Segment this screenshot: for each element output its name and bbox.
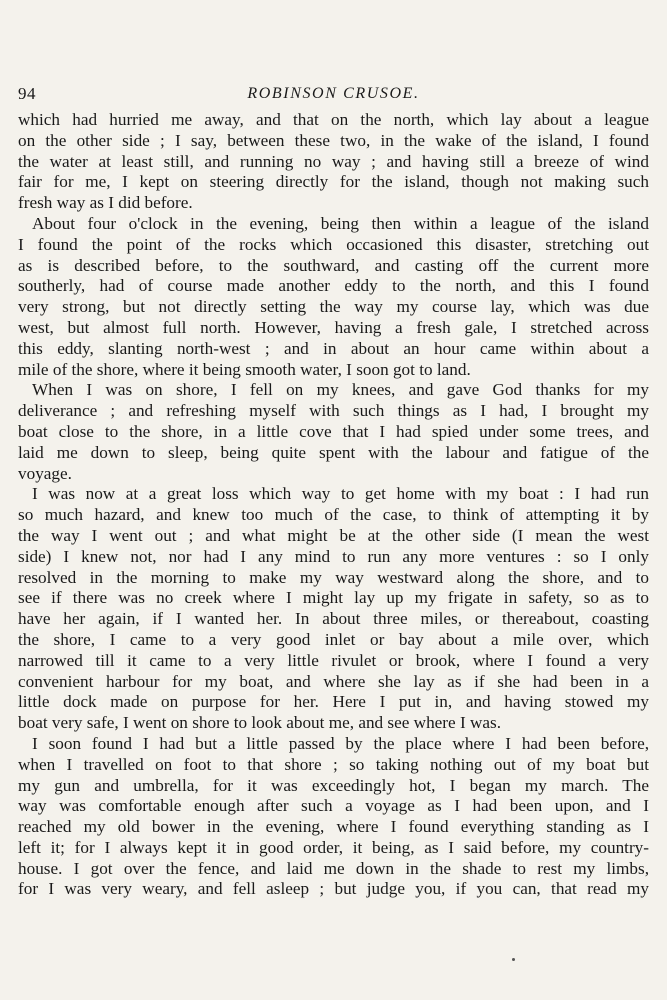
text-line: I soon found I had but a little passed by the place where I had been before, (32, 733, 649, 753)
text-line: When I was on shore, I fell on my knees, and gave God thanks for my (32, 380, 649, 400)
text-line: the way I went out ; and what might be at the other side (I mean the west (18, 525, 649, 545)
book-page (18, 84, 649, 900)
text-line: little dock made on purpose for her. Here I put in, and having stowed my (18, 692, 649, 712)
text-line: on the other side ; I say, between these two, in the wake of the island, I found (18, 130, 649, 150)
text-line: the shore, I came to a very good inlet or bay about a mile over, which (18, 629, 649, 649)
paragraph (18, 214, 649, 380)
text-line: this eddy, slanting north-west ; and in about an hour came within about a (18, 338, 649, 358)
text-line: boat very safe, I went on shore to look about me, and see where I was. (18, 713, 502, 733)
text-line: fresh way as I did before. (18, 193, 193, 213)
text-line: for I was very weary, and fell asleep ; but judge you, if you can, that read my (18, 879, 649, 899)
text-line: deliverance ; and refreshing myself with such things as I had, I brought my (18, 401, 649, 421)
text-line: boat close to the shore, in a little cove that I had spied under some trees, and (18, 421, 649, 441)
text-line: see if there was no creek where I might lay up my frigate in safety, so as to (18, 588, 649, 608)
body-text (18, 110, 649, 900)
text-line: house. I got over the fence, and laid me down in the shade to rest my limbs, (18, 858, 649, 878)
text-line: reached my old bower in the evening, where I found everything standing as I (18, 817, 649, 837)
text-line: which had hurried me away, and that on the north, which lay about a league (18, 110, 649, 129)
paragraph (18, 484, 649, 734)
text-line: have her again, if I wanted her. In about three miles, or thereabout, coasting (18, 609, 649, 629)
text-line: the water at least still, and running no way ; and having still a breeze of wind (18, 151, 649, 171)
text-line: I was now at a great loss which way to get home with my boat : I had run (32, 484, 649, 504)
paragraph (18, 110, 649, 214)
paragraph (18, 380, 649, 484)
text-line: so much hazard, and knew too much of the case, to think of attempting it by (18, 505, 649, 525)
paragraph (18, 734, 649, 900)
text-line: narrowed till it came to a very little rivulet or brook, where I found a very (18, 650, 649, 670)
text-line: laid me down to sleep, being quite spent with the labour and fatigue of the (18, 442, 649, 462)
text-line: as is described before, to the southward, and casting off the current more (18, 255, 649, 275)
text-line: left it; for I always kept it in good order, it being, as I said before, my country- (18, 837, 649, 857)
text-line: convenient harbour for my boat, and where she lay as if she had been in a (18, 671, 649, 691)
text-line: About four o'clock in the evening, being then within a league of the island (32, 213, 649, 233)
text-line: my gun and umbrella, for it was exceedingly hot, I began my march. The (18, 775, 649, 795)
page-number: 94 (18, 84, 36, 103)
text-line: when I travelled on foot to that shore ; so taking nothing out of my boat but (18, 754, 649, 774)
text-line: resolved in the morning to make my way westward along the shore, and to (18, 567, 649, 587)
text-line: side) I knew not, nor had I any mind to run any more ventures : so I only (18, 546, 649, 566)
text-line: I found the point of the rocks which occasioned this disaster, stretching out (18, 234, 649, 254)
page-header (18, 84, 649, 110)
text-line: southerly, had of course made another eddy to the north, and this I found (18, 276, 649, 296)
text-line: fair for me, I kept on steering directly for the island, though not making such (18, 172, 649, 192)
text-line: voyage. (18, 463, 72, 483)
text-line: way was comfortable enough after such a voyage as I had been upon, and I (18, 796, 649, 816)
text-line: mile of the shore, where it being smooth water, I soon got to land. (18, 359, 471, 379)
running-title: ROBINSON CRUSOE. (247, 85, 420, 102)
text-line: west, but almost full north. However, having a fresh gale, I stretched across (18, 317, 649, 337)
text-line: very strong, but not directly setting the way my course lay, which was due (18, 297, 649, 317)
paper-speck (512, 958, 515, 961)
